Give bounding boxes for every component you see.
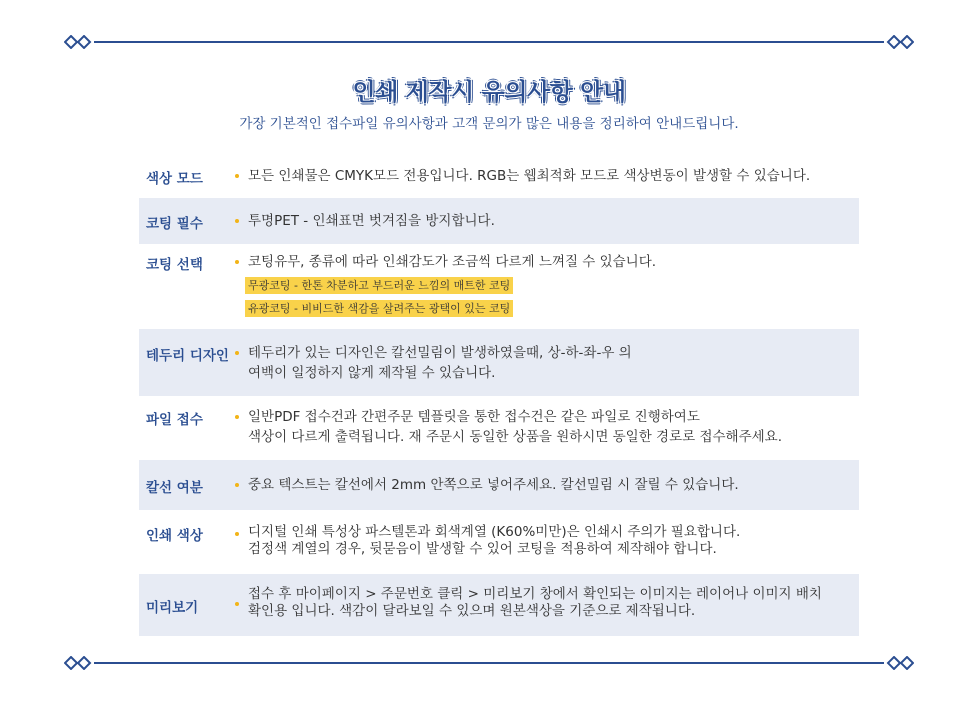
notice-row-border-design — [139, 329, 859, 396]
bullet-icon — [235, 351, 239, 355]
bullet-icon — [235, 219, 239, 223]
highlight-gloss-coating: 유광코팅 - 비비드한 색감을 살려주는 광택이 있는 코팅 — [245, 300, 513, 317]
bullet-icon — [235, 483, 239, 487]
row-label: 칼선 여분 — [146, 480, 203, 496]
bottom-divider — [64, 656, 914, 670]
notice-row-print-color — [139, 510, 859, 574]
row-label: 색상 모드 — [146, 171, 203, 187]
notice-row-preview — [139, 574, 859, 636]
bullet-icon — [235, 174, 239, 178]
row-text: 모든 인쇄물은 CMYK모드 전용입니다. RGB는 웹최적화 모드로 색상변동이 발생할 수 있습니다. — [248, 168, 811, 184]
notice-table — [139, 153, 859, 636]
row-label: 코팅 필수 — [146, 216, 203, 232]
page-subtitle: 가장 기본적인 접수파일 유의사항과 고객 문의가 많은 내용을 정리하여 안내드립니다. — [239, 116, 739, 132]
divider-line — [94, 662, 884, 664]
page-title: 인쇄 제작시 유의사항 안내 — [352, 78, 626, 106]
row-text: 일반PDF 접수건과 간편주문 템플릿을 통한 접수건은 같은 파일로 진행하여도 색상이 다르게 출력됩니다. 재 주문시 동일한 상품을 원하시면 동일한 경로로 접수해주세요. — [248, 409, 783, 445]
bullet-icon — [235, 532, 239, 536]
diamond-ornament-icon — [64, 35, 96, 49]
top-divider — [64, 35, 914, 49]
notice-row-cut-margin — [139, 460, 859, 510]
diamond-ornament-icon — [882, 656, 914, 670]
notice-row-coating-required — [139, 198, 859, 244]
row-text: 디지털 인쇄 특성상 파스텔톤과 회색계열 (K60%미만)은 인쇄시 주의가 필요합니다. 검정색 계열의 경우, 뒷묻음이 발생할 수 있어 코팅을 적용하여 제작해야 합니다. — [248, 524, 741, 557]
bullet-icon — [235, 602, 239, 606]
divider-line — [94, 41, 884, 43]
row-label: 파일 접수 — [146, 412, 203, 428]
row-text: 중요 텍스트는 칼선에서 2mm 안쪽으로 넣어주세요. 칼선밀림 시 잘릴 수 있습니다. — [248, 477, 739, 493]
row-label: 테두리 디자인 — [146, 348, 229, 364]
bullet-icon — [235, 260, 239, 264]
diamond-ornament-icon — [882, 35, 914, 49]
row-text: 코팅유무, 종류에 따라 인쇄감도가 조금씩 다르게 느껴질 수 있습니다. — [248, 254, 657, 270]
row-text: 투명PET - 인쇄표면 벗겨짐을 방지합니다. — [248, 213, 495, 229]
notice-row-coating-optional — [139, 244, 859, 329]
row-label: 미리보기 — [146, 600, 199, 616]
row-label: 인쇄 색상 — [146, 528, 203, 544]
diamond-ornament-icon — [64, 656, 96, 670]
notice-row-color-mode — [139, 153, 859, 198]
highlight-matte-coating: 무광코팅 - 한톤 차분하고 부드러운 느낌의 매트한 코팅 — [245, 277, 513, 294]
notice-row-file-submission — [139, 396, 859, 460]
row-text: 접수 후 마이페이지 > 주문번호 클릭 > 미리보기 창에서 확인되는 이미지는 레이어나 이미지 배치 확인용 입니다. 색감이 달라보일 수 있으며 원본색상을 기준으로 제작됩니다. — [248, 586, 822, 619]
row-text: 테두리가 있는 디자인은 칼선밀림이 발생하였을때, 상-하-좌-우 의 여백이 일정하지 않게 제작될 수 있습니다. — [248, 345, 632, 381]
row-label: 코팅 선택 — [146, 257, 203, 273]
bullet-icon — [235, 415, 239, 419]
